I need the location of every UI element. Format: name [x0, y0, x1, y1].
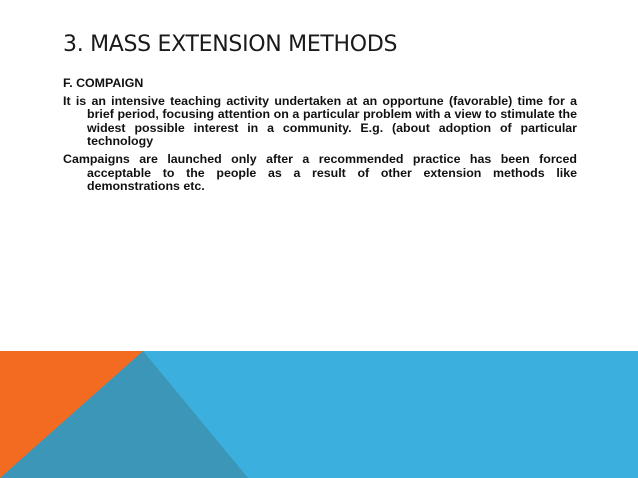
- body-paragraph-1: It is an intensive teaching activity undertaken at an opportune (favorable) time for a brief period, focusing attention on a particular problem with a view to stimulate the widest possible interest in a community. E.g. (about adoption of particular technology: [63, 93, 577, 149]
- slide-body: [63, 77, 577, 198]
- body-paragraph-2: Campaigns are launched only after a recommended practice has been forced acceptable to the people as a result of other extension methods like demonstrations etc.: [63, 151, 577, 194]
- decorative-footer-band: [0, 351, 638, 478]
- slide-title: 3. MASS EXTENSION METHODS: [63, 32, 398, 57]
- section-subheading: F. COMPAIGN: [63, 76, 144, 90]
